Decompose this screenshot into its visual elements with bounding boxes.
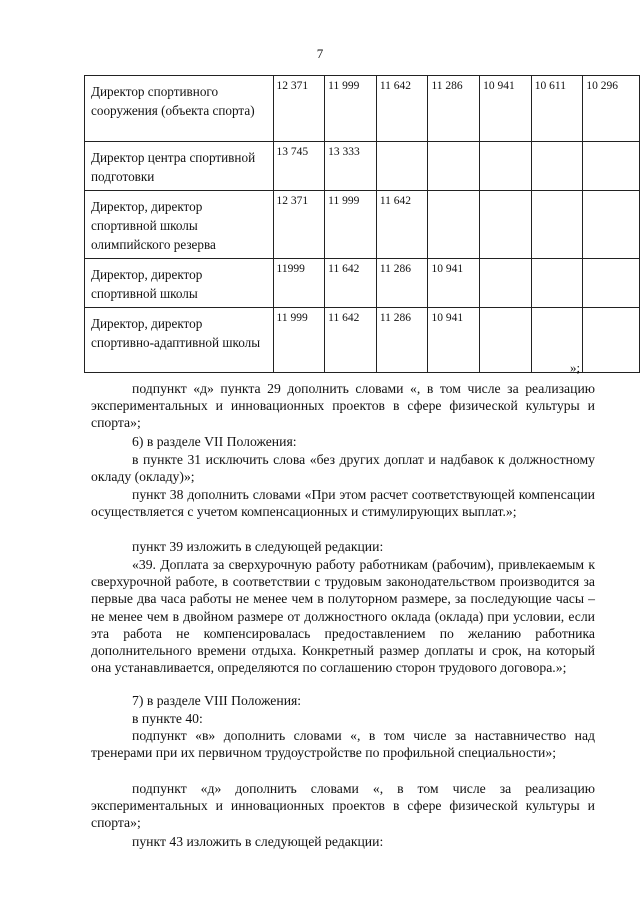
value-cell [428, 142, 480, 191]
value-cell: 11 642 [325, 308, 377, 373]
paragraph: 6) в разделе VII Положения: [132, 434, 297, 449]
salary-table [84, 75, 640, 373]
value-cell: 11 642 [376, 76, 428, 142]
paragraph: подпункт «в» дополнить словами «, в том числе за наставничество над тренерами при их первичном трудоустройстве по профильной специальности»; [91, 728, 595, 761]
value-cell: 11 999 [325, 76, 377, 142]
value-cell [531, 142, 583, 191]
value-cell: 10 611 [531, 76, 583, 142]
value-cell [583, 308, 640, 373]
value-cell [480, 259, 532, 308]
table-row [85, 259, 640, 308]
paragraph: пункт 38 дополнить словами «При этом расчет соответствующей компенсации осуществляется с учетом компенсационных и стимулирующих выплат.»; [91, 487, 595, 520]
value-cell [531, 259, 583, 308]
value-cell: 10 941 [428, 259, 480, 308]
value-cell [583, 259, 640, 308]
value-cell [583, 191, 640, 259]
value-cell [480, 142, 532, 191]
table-row [85, 308, 640, 373]
position-cell: Директор, директор спортивной школы [85, 259, 274, 308]
value-cell [480, 191, 532, 259]
value-cell: 11 286 [376, 259, 428, 308]
value-cell: 11 286 [376, 308, 428, 373]
value-cell: 13 745 [273, 142, 325, 191]
paragraph: «39. Доплата за сверхурочную работу работникам (рабочим), привлекаемым к сверхурочной работе, в соответствии с трудовым законодательством производится за первые два часа работы не менее чем в полуторном размере, за последующие часы – не менее чем в двойном размере от должностного оклада (оклада) при условии, если эта работа не компенсировалась предоставлением по желанию работника дополнительного времени отдыха. Конкретный размер доплаты и срок, на который она устанавливается, определяются по соглашению сторон трудового договора.»; [91, 557, 595, 676]
table-closing-mark: »; [570, 360, 581, 375]
paragraph: в пункте 40: [132, 711, 203, 726]
position-cell: Директор, директор спортивно-адаптивной школы [85, 308, 274, 373]
paragraph: 7) в разделе VIII Положения: [132, 693, 302, 708]
value-cell: 11 286 [428, 76, 480, 142]
value-cell [583, 142, 640, 191]
table-row [85, 191, 640, 259]
position-cell: Директор, директор спортивной школы олимпийского резерва [85, 191, 274, 259]
value-cell [531, 191, 583, 259]
value-cell: 10 296 [583, 76, 640, 142]
position-cell: Директор спортивного сооружения (объекта спорта) [85, 76, 274, 142]
value-cell: 11999 [273, 259, 325, 308]
paragraph: пункт 43 изложить в следующей редакции: [132, 834, 384, 849]
value-cell: 12 371 [273, 76, 325, 142]
table-row [85, 142, 640, 191]
value-cell: 12 371 [273, 191, 325, 259]
table-row [85, 76, 640, 142]
value-cell [376, 142, 428, 191]
paragraph: подпункт «д» дополнить словами «, в том числе за реализацию экспериментальных и инновационных проектов в сфере физической культуры и спорта»; [91, 781, 595, 831]
paragraph: в пункте 31 исключить слова «без других доплат и надбавок к должностному окладу (окладу)»; [91, 452, 595, 485]
value-cell: 10 941 [480, 76, 532, 142]
value-cell [428, 191, 480, 259]
position-cell: Директор центра спортивной подготовки [85, 142, 274, 191]
value-cell [480, 308, 532, 373]
paragraph: пункт 39 изложить в следующей редакции: [132, 539, 384, 554]
value-cell: 11 642 [325, 259, 377, 308]
value-cell: 11 999 [325, 191, 377, 259]
paragraph: подпункт «д» пункта 29 дополнить словами «, в том числе за реализацию экспериментальных и инновационных проектов в сфере физической культуры и спорта»; [91, 381, 595, 431]
value-cell: 10 941 [428, 308, 480, 373]
value-cell: 13 333 [325, 142, 377, 191]
value-cell: 11 999 [273, 308, 325, 373]
value-cell: 11 642 [376, 191, 428, 259]
page-number: 7 [316, 46, 324, 61]
